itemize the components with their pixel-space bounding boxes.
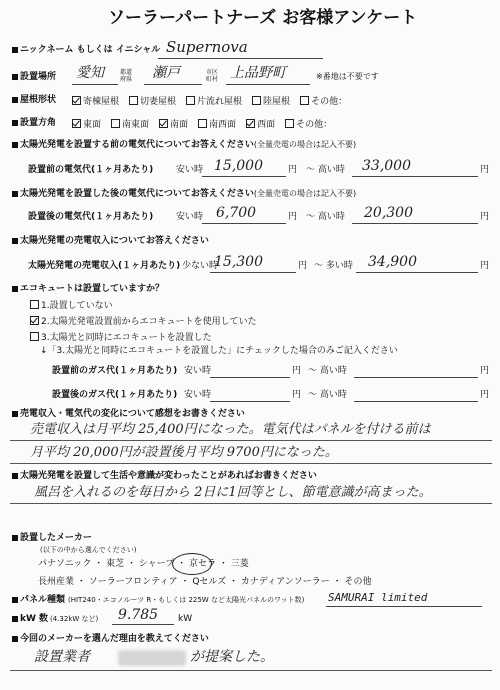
yen-unit: 円 <box>292 366 302 376</box>
ecocute-sub-note: ↓「3.太陽光と同時にエコキュートを設置した」にチェックした場合のみご記入ください <box>40 346 398 356</box>
kw-label: kW 数 <box>20 614 49 624</box>
location-note: ※番地は不要です <box>316 72 379 81</box>
town-value[interactable]: 上品野町 <box>230 65 286 81</box>
city-suffix: 市区 町村 <box>206 69 219 83</box>
roof-option-shed[interactable]: 片流れ屋根 <box>186 96 242 107</box>
gas-after-high-label: 〜 高い時 <box>308 390 347 400</box>
direction-option-southwest[interactable]: 南西面 <box>198 119 236 130</box>
nickname-underline <box>158 58 323 59</box>
sales-low-value[interactable]: 15,300 <box>214 254 263 270</box>
bill-after-high-value[interactable]: 20,300 <box>364 205 413 221</box>
life-change-heading: 太陽光発電を設置して生活や意識が変わったことがあればお書きください <box>20 471 317 481</box>
maker-row-1: パナソニック ・ 東芝 ・ シャープ ・ 京セラ ・ 三菱 <box>38 559 249 569</box>
impression-rule-1 <box>10 440 492 441</box>
life-change-rule-1 <box>10 503 492 504</box>
bullet-icon <box>12 411 18 417</box>
direction-option-south[interactable]: 南面 <box>159 119 188 130</box>
gas-after-low-underline[interactable] <box>210 401 290 402</box>
redacted-company-name <box>118 650 186 666</box>
sales-high-underline <box>356 272 478 273</box>
gas-before-high-underline[interactable] <box>354 377 478 378</box>
gas-before-label: 設置前のガス代(１ヶ月あたり) <box>52 366 178 376</box>
impression-rule-2 <box>10 463 492 464</box>
prefecture-value[interactable]: 愛知 <box>76 65 104 81</box>
maker-option-qcells[interactable]: Qセルズ <box>192 577 227 587</box>
bullet-icon <box>12 238 18 244</box>
yen-unit: 円 <box>480 366 490 376</box>
prefecture-underline <box>72 84 118 85</box>
ecocute-option-2[interactable]: 2.太陽光発電設置前からエコキュートを使用していた <box>30 316 257 327</box>
bullet-icon <box>12 47 18 53</box>
maker-option-panasonic[interactable]: パナソニック <box>38 559 92 569</box>
roof-option-hip[interactable]: 寄棟屋根 <box>72 96 119 107</box>
bill-after-low-label: 安い時 <box>176 212 204 222</box>
maker-option-toshiba[interactable]: 東芝 <box>106 559 125 569</box>
maker-option-choshu[interactable]: 長州産業 <box>38 577 75 587</box>
maker-row-2: 長州産業 ・ ソーラーフロンティア ・ Qセルズ ・ カナディアンソーラー ・ その他 <box>38 577 372 587</box>
yen-unit: 円 <box>480 390 490 400</box>
reason-heading: 今回のメーカーを選んだ理由を教えてください <box>20 634 209 644</box>
panel-label: パネル種類 <box>20 595 66 605</box>
prefecture-suffix: 都道 府県 <box>120 69 133 83</box>
nickname-label: ニックネーム もしくは イニシャル <box>20 45 161 55</box>
panel-value[interactable]: SAMURAI limited <box>328 591 428 604</box>
ecocute-option-1[interactable]: 1.設置していない <box>30 300 113 311</box>
sales-row-label: 太陽光発電の売電収入(１ヶ月あたり) <box>28 261 181 271</box>
yen-unit: 円 <box>288 212 298 222</box>
bullet-icon <box>12 616 18 622</box>
checkbox[interactable] <box>72 119 81 128</box>
yen-unit: 円 <box>480 261 490 271</box>
bill-before-low-underline <box>202 176 286 177</box>
checkbox[interactable] <box>246 119 255 128</box>
impression-heading: 売電収入・電気代の変化について感想をお書きください <box>20 409 245 419</box>
checkbox[interactable] <box>30 300 39 309</box>
roof-option-other[interactable]: その他： <box>300 96 347 107</box>
bill-before-high-value[interactable]: 33,000 <box>362 158 411 174</box>
bill-before-high-label: 〜 高い時 <box>306 165 345 175</box>
maker-option-canadian-solar[interactable]: カナディアンソーラー <box>240 577 330 587</box>
reason-rule-1 <box>10 670 492 671</box>
bill-before-row-label: 設置前の電気代(１ヶ月あたり) <box>28 165 154 175</box>
bullet-icon <box>12 286 18 292</box>
bill-before-low-value[interactable]: 15,000 <box>214 158 263 174</box>
town-underline <box>226 84 310 85</box>
maker-option-mitsubishi[interactable]: 三菱 <box>230 559 249 569</box>
direction-options <box>72 119 342 130</box>
city-value[interactable]: 瀬戸 <box>152 65 180 81</box>
sales-low-underline <box>210 272 296 273</box>
yen-unit: 円 <box>480 165 490 175</box>
ecocute-heading: エコキュートは設置していますか？ <box>20 284 165 294</box>
sales-low-label: 少ない時 <box>182 261 219 271</box>
bullet-icon <box>12 535 18 541</box>
gas-before-low-label: 安い時 <box>184 366 212 376</box>
direction-label: 設置方角 <box>20 118 57 128</box>
gas-before-low-underline[interactable] <box>210 377 290 378</box>
checkbox[interactable] <box>111 119 120 128</box>
panel-underline <box>326 606 482 607</box>
bill-after-low-value[interactable]: 6,700 <box>216 205 257 221</box>
maker-note: (以下の中から選んでください) <box>40 546 137 554</box>
sales-high-label: 〜 多い時 <box>314 261 353 271</box>
bill-after-heading: 太陽光発電を設置した後の電気代についてお答えください(全量売電の場合は記入不要) <box>20 189 357 199</box>
sales-high-value[interactable]: 34,900 <box>368 254 417 270</box>
kw-underline <box>112 624 174 625</box>
kw-note: (4.32kW など) <box>50 615 99 623</box>
gas-before-high-label: 〜 高い時 <box>308 366 347 376</box>
gas-after-label: 設置後のガス代(１ヶ月あたり) <box>52 390 178 400</box>
checkbox[interactable] <box>159 119 168 128</box>
panel-note: (HIT240・エコノルーツ R・もしくは 225W など太陽光パネルのワット数) <box>68 596 305 604</box>
city-underline <box>144 84 202 85</box>
roof-options <box>72 96 357 107</box>
bill-after-high-underline <box>352 223 478 224</box>
life-change-line-1[interactable]: 風呂を入れるのを毎日から 2日に1回等とし、節電意識が高まった。 <box>34 485 432 500</box>
sales-heading: 太陽光発電の売電収入についてお答えください <box>20 236 209 246</box>
bullet-icon <box>12 142 18 148</box>
direction-option-other[interactable]: その他： <box>285 119 332 130</box>
yen-unit: 円 <box>288 165 298 175</box>
bullet-icon <box>12 191 18 197</box>
page-title: ソーラーパートナーズ お客様アンケート <box>108 8 418 28</box>
checkbox[interactable] <box>285 119 294 128</box>
bullet-icon <box>12 473 18 479</box>
reason-line-1-end[interactable]: が提案した。 <box>190 649 274 665</box>
kw-value[interactable]: 9.785 <box>118 607 159 623</box>
yen-unit: 円 <box>480 212 490 222</box>
bullet-icon <box>12 74 18 80</box>
direction-option-east[interactable]: 東面 <box>72 119 101 130</box>
bill-before-heading: 太陽光発電を設置する前の電気代についてお答えください(全量売電の場合は記入不要) <box>20 140 357 150</box>
gas-after-low-label: 安い時 <box>184 390 212 400</box>
reason-line-1-start[interactable]: 設置業者 <box>34 649 90 665</box>
impression-line-1[interactable]: 売電収入は月平均 25,400円になった。電気代はパネルを付ける前は <box>30 422 431 437</box>
bill-before-high-underline <box>352 176 478 177</box>
roof-option-gable[interactable]: 切妻屋根 <box>129 96 176 107</box>
yen-unit: 円 <box>298 261 308 271</box>
maker-heading: 設置したメーカー <box>20 533 92 543</box>
maker-option-solar-frontier[interactable]: ソーラーフロンティア <box>88 577 178 587</box>
direction-option-west[interactable]: 西面 <box>246 119 275 130</box>
checkbox[interactable] <box>30 316 39 325</box>
checkbox[interactable] <box>72 96 81 105</box>
checkbox[interactable] <box>30 332 39 341</box>
bill-after-row-label: 設置後の電気代(１ヶ月あたり) <box>28 212 154 222</box>
nickname-value[interactable]: Supernova <box>166 38 248 56</box>
direction-option-southeast[interactable]: 南東面 <box>111 119 149 130</box>
impression-line-2[interactable]: 月平均 20,000円が設置後月平均 9700円になった。 <box>30 445 338 460</box>
roof-option-flat[interactable]: 陸屋根 <box>252 96 290 107</box>
roof-label: 屋根形状 <box>20 95 57 105</box>
maker-option-sharp[interactable]: シャープ <box>138 559 175 569</box>
yen-unit: 円 <box>292 390 302 400</box>
checkbox[interactable] <box>186 96 195 105</box>
kw-unit: kW <box>178 614 193 624</box>
bullet-icon <box>12 597 18 603</box>
checkbox[interactable] <box>198 119 207 128</box>
bullet-icon <box>12 636 18 642</box>
ecocute-option-3[interactable]: 3.太陽光と同時にエコキュートを設置した <box>30 332 212 343</box>
bullet-icon <box>12 97 18 103</box>
bill-before-low-label: 安い時 <box>176 165 204 175</box>
bill-after-high-label: 〜 高い時 <box>306 212 345 222</box>
maker-option-kyocera[interactable]: 京セラ <box>188 559 216 569</box>
bullet-icon <box>12 120 18 126</box>
maker-option-other[interactable]: その他 <box>344 577 372 587</box>
selected-maker-circle <box>172 553 212 575</box>
bill-after-low-underline <box>202 223 286 224</box>
checkbox[interactable] <box>300 96 309 105</box>
checkbox[interactable] <box>129 96 138 105</box>
gas-after-high-underline[interactable] <box>354 401 478 402</box>
location-label: 設置場所 <box>20 72 57 82</box>
checkbox[interactable] <box>252 96 261 105</box>
